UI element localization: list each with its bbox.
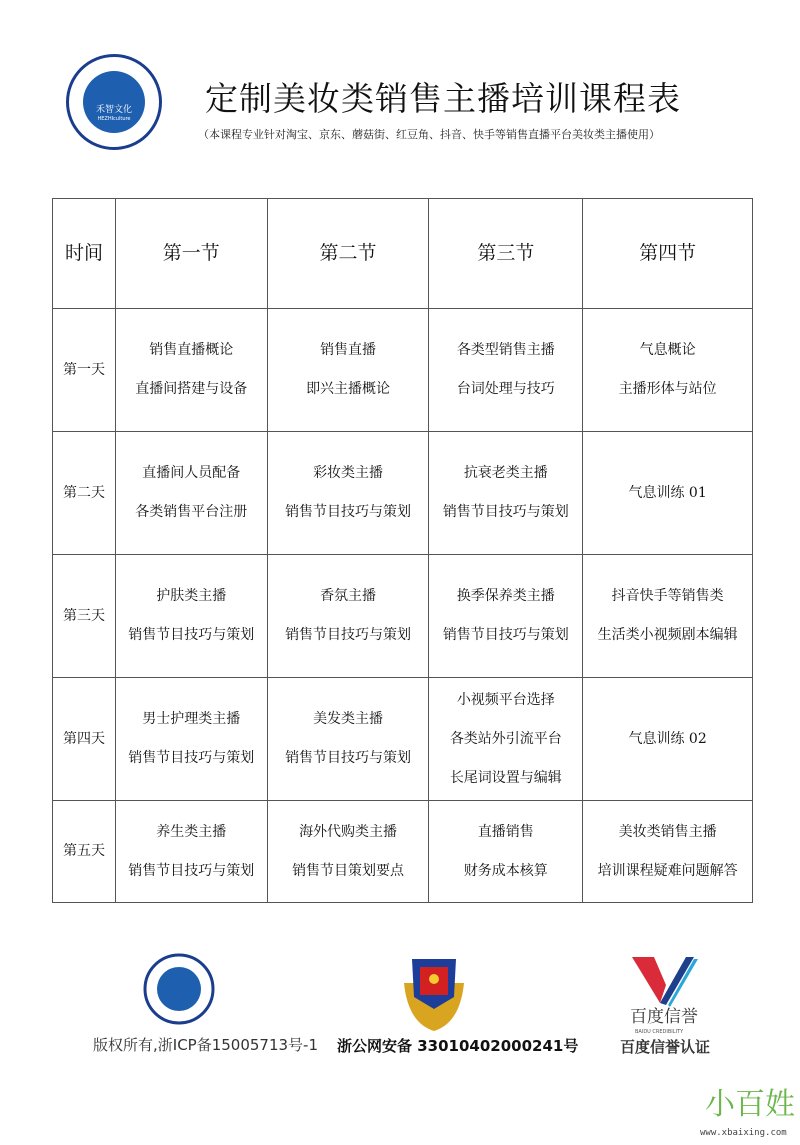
course-table — [52, 198, 753, 903]
page-title: 定制美妆类销售主播培训课程表 — [205, 79, 681, 118]
police-record: 浙公网安备 33010402000241号 — [337, 1037, 579, 1055]
course-line: 销售节目技巧与策划 — [285, 627, 412, 643]
day-label: 第五天 — [53, 801, 116, 903]
column-header: 第四节 — [583, 199, 753, 309]
police-badge-icon — [398, 953, 470, 1033]
course-line: 气息训练 01 — [628, 484, 707, 501]
course-cell — [115, 432, 267, 555]
course-line: 销售节目策划要点 — [292, 862, 405, 879]
table-row — [53, 432, 753, 555]
watermark: 小百姓 — [705, 1087, 795, 1122]
course-line: 各类型销售主播 — [456, 342, 555, 358]
course-cell — [115, 678, 267, 801]
course-line: 彩妆类主播 — [313, 465, 384, 481]
course-line: 小视频平台选择 — [456, 691, 555, 708]
column-header: 第三节 — [429, 199, 583, 309]
day-label: 第四天 — [53, 678, 116, 801]
course-line: 生活类小视频剧本编辑 — [597, 627, 738, 643]
course-line: 各类站外引流平台 — [449, 730, 562, 747]
course-line: 换季保养类主播 — [456, 588, 555, 604]
column-header: 时间 — [53, 199, 116, 309]
course-cell — [267, 801, 429, 903]
course-cell — [115, 309, 267, 432]
course-line: 抖音快手等销售类 — [611, 588, 724, 604]
column-header: 第一节 — [115, 199, 267, 309]
course-line: 销售节目技巧与策划 — [128, 750, 255, 766]
course-cell — [267, 432, 429, 555]
course-line: 直播销售 — [477, 823, 534, 840]
course-line: 气息概论 — [639, 342, 696, 358]
course-cell — [429, 801, 583, 903]
course-line: 护肤类主播 — [156, 588, 227, 604]
course-cell — [267, 309, 429, 432]
course-line: 销售节目技巧与策划 — [285, 750, 412, 766]
course-line: 男士护理类主播 — [142, 711, 241, 727]
course-cell — [429, 555, 583, 678]
table-row — [53, 309, 753, 432]
logo-subtext: HEZHIculture — [97, 116, 131, 122]
day-label: 第一天 — [53, 309, 116, 432]
course-line: 销售节目技巧与策划 — [442, 504, 569, 520]
page-subtitle: （本课程专业针对淘宝、京东、蘑菇街、红豆角、抖音、快手等销售直播平台美妆类主播使用） — [198, 128, 660, 141]
course-line: 养生类主播 — [156, 823, 227, 840]
course-cell — [429, 678, 583, 801]
course-line: 美发类主播 — [313, 711, 384, 727]
course-line: 财务成本核算 — [463, 862, 548, 879]
course-line: 美妆类销售主播 — [618, 823, 717, 840]
watermark-url: www.xbaixing.com — [700, 1128, 787, 1138]
course-line: 气息训练 02 — [628, 730, 707, 747]
course-cell — [583, 678, 753, 801]
course-line: 培训课程疑难问题解答 — [597, 862, 738, 879]
course-line: 台词处理与技巧 — [456, 381, 555, 397]
course-line: 直播间人员配备 — [142, 465, 241, 481]
course-cell — [583, 555, 753, 678]
company-logo — [66, 54, 162, 150]
course-line: 销售直播 — [320, 342, 377, 358]
logo-text: 禾智文化 — [95, 105, 132, 115]
icp-license: 版权所有,浙ICP备15005713号-1 — [93, 1036, 319, 1054]
course-line: 销售节目技巧与策划 — [285, 504, 412, 520]
day-label: 第二天 — [53, 432, 116, 555]
course-cell — [115, 555, 267, 678]
course-line: 香氛主播 — [320, 588, 377, 604]
baidu-certification: 百度信誉认证 — [620, 1038, 711, 1056]
course-cell — [429, 432, 583, 555]
course-line: 直播间搭建与设备 — [135, 381, 248, 397]
column-header: 第二节 — [267, 199, 429, 309]
course-line: 抗衰老类主播 — [463, 465, 548, 481]
course-line: 销售直播概论 — [149, 342, 234, 358]
course-line: 各类销售平台注册 — [135, 504, 248, 520]
baidu-credibility-logo-icon — [630, 955, 700, 1007]
table-row — [53, 801, 753, 903]
company-seal-icon — [143, 953, 215, 1025]
baidu-logo-text: 百度信誉 — [630, 1007, 698, 1027]
course-cell — [115, 801, 267, 903]
course-line: 销售节目技巧与策划 — [442, 627, 569, 643]
table-row — [53, 678, 753, 801]
course-line: 销售节目技巧与策划 — [128, 862, 255, 879]
course-line: 销售节目技巧与策划 — [128, 627, 255, 643]
course-cell — [429, 309, 583, 432]
course-line: 长尾词设置与编辑 — [449, 769, 562, 786]
course-cell — [267, 555, 429, 678]
table-header-row — [53, 199, 753, 309]
baidu-logo-en: BAIDU CREDIBILITY — [635, 1029, 684, 1035]
course-cell — [583, 432, 753, 555]
course-cell — [583, 801, 753, 903]
day-label: 第三天 — [53, 555, 116, 678]
course-cell — [583, 309, 753, 432]
course-line: 即兴主播概论 — [306, 381, 391, 397]
course-line: 主播形体与站位 — [618, 381, 717, 397]
course-cell — [267, 678, 429, 801]
course-line: 海外代购类主播 — [299, 823, 398, 840]
table-row — [53, 555, 753, 678]
